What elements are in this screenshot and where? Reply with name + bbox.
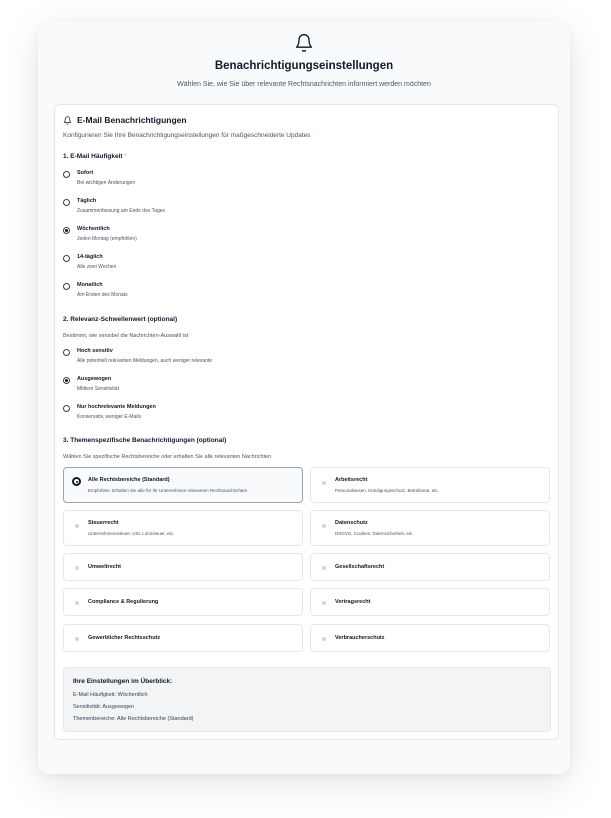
relevance-label: 2. Relevanz-Schwellenwert (optional): [63, 316, 178, 323]
radio-button[interactable]: [322, 637, 326, 641]
summary-topics: Themenbereiche: Alle Rechtsbereiche (Standard): [73, 716, 194, 722]
radio-button[interactable]: [75, 524, 79, 528]
page-subtitle: Wählen Sie, wie Sie über relevante Rechtsnachrichten informiert werden möchten: [177, 81, 431, 88]
email-notifications-card: [54, 104, 559, 740]
topic-umweltrecht[interactable]: Umweltrecht: [63, 553, 303, 581]
radio-button[interactable]: [63, 349, 70, 356]
topic-gewerblicher-rechtsschutz[interactable]: Gewerblicher Rechtsschutz: [63, 624, 303, 652]
card-title: E-Mail Benachrichtigungen: [77, 115, 187, 125]
topic-compliance[interactable]: Compliance & Regulierung: [63, 588, 303, 616]
card-description: Konfigurieren Sie Ihre Benachrichtigungseinstellungen für maßgeschneiderte Updates: [63, 132, 311, 139]
radio-button[interactable]: [322, 566, 326, 570]
bell-icon: [63, 116, 72, 125]
frequency-option-14-taeglich[interactable]: 14-täglich Alle zwei Wochen: [63, 254, 116, 270]
radio-button[interactable]: [322, 601, 326, 605]
topic-vertragsrecht[interactable]: Vertragsrecht: [310, 588, 550, 616]
relevance-description: Bestimmt, wie sensibel die Nachrichten-Auswahl ist: [63, 333, 189, 339]
radio-button-checked[interactable]: [63, 227, 70, 234]
topics-label: 3. Themenspezifische Benachrichtigungen (optional): [63, 437, 227, 444]
radio-button[interactable]: [322, 524, 326, 528]
bell-icon: [294, 32, 314, 54]
topics-description: Wählen Sie spezifische Rechtsbereiche oder erhalten Sie alle relevanten Nachrichten: [63, 454, 272, 460]
summary-frequency: E-Mail Häufigkeit: Wöchentlich: [73, 692, 148, 698]
frequency-option-woechentlich[interactable]: Wöchentlich Jeden Montag (empfohlen): [63, 226, 137, 242]
radio-button[interactable]: [63, 171, 70, 178]
radio-button[interactable]: [63, 405, 70, 412]
required-mark: *: [124, 153, 127, 160]
radio-button[interactable]: [63, 283, 70, 290]
radio-button[interactable]: [63, 199, 70, 206]
settings-page: [48, 28, 560, 742]
summary-title: Ihre Einstellungen im Überblick:: [73, 678, 173, 685]
topic-arbeitsrecht[interactable]: Arbeitsrecht Personalwesen, Kündigungsschutz, Betriebsrat, etc.: [310, 467, 550, 503]
topic-steuerrecht[interactable]: Steuerrecht Unternehmenssteuer, USt, Lohnsteuer, etc.: [63, 510, 303, 546]
radio-button[interactable]: [75, 637, 79, 641]
topic-verbraucherschutz[interactable]: Verbraucherschutz: [310, 624, 550, 652]
frequency-option-sofort[interactable]: Sofort Bei wichtigen Änderungen: [63, 170, 135, 186]
relevance-option-ausgewogen[interactable]: Ausgewogen Mittlere Sensitivität: [63, 376, 119, 392]
summary-sensitivity: Sensitivität: Ausgewogen: [73, 704, 135, 710]
relevance-option-hoch-sensitiv[interactable]: Hoch sensitiv Alle potentiell relevanten Meldungen, auch weniger relevante: [63, 348, 212, 364]
relevance-option-nur-hochrelevant[interactable]: Nur hochrelevante Meldungen Konservativ, weniger E-Mails: [63, 404, 156, 420]
frequency-option-taeglich[interactable]: Täglich Zusammenfassung am Ende des Tages: [63, 198, 165, 214]
radio-button[interactable]: [63, 255, 70, 262]
topic-gesellschaftsrecht[interactable]: Gesellschaftsrecht: [310, 553, 550, 581]
radio-button[interactable]: [75, 566, 79, 570]
page-title: Benachrichtigungseinstellungen: [214, 60, 394, 72]
frequency-option-monatlich[interactable]: Monatlich Am Ersten des Monats: [63, 282, 128, 298]
radio-button[interactable]: [75, 601, 79, 605]
radio-button-checked[interactable]: [63, 377, 70, 384]
frequency-label: 1. E-Mail Häufigkeit *: [63, 153, 127, 160]
topic-alle-rechtsbereiche[interactable]: Alle Rechtsbereiche (Standard) Empfohlen: Erhalten Sie alle für Ihr Unternehmen relevanten Rechtsnachrichten: [63, 467, 303, 503]
topic-datenschutz[interactable]: Datenschutz DSGVO, Cookies, Datensicherheit, etc.: [310, 510, 550, 546]
radio-button-checked[interactable]: [72, 477, 81, 486]
settings-summary: [63, 667, 551, 732]
card-header: [63, 115, 187, 125]
radio-button[interactable]: [322, 481, 326, 485]
